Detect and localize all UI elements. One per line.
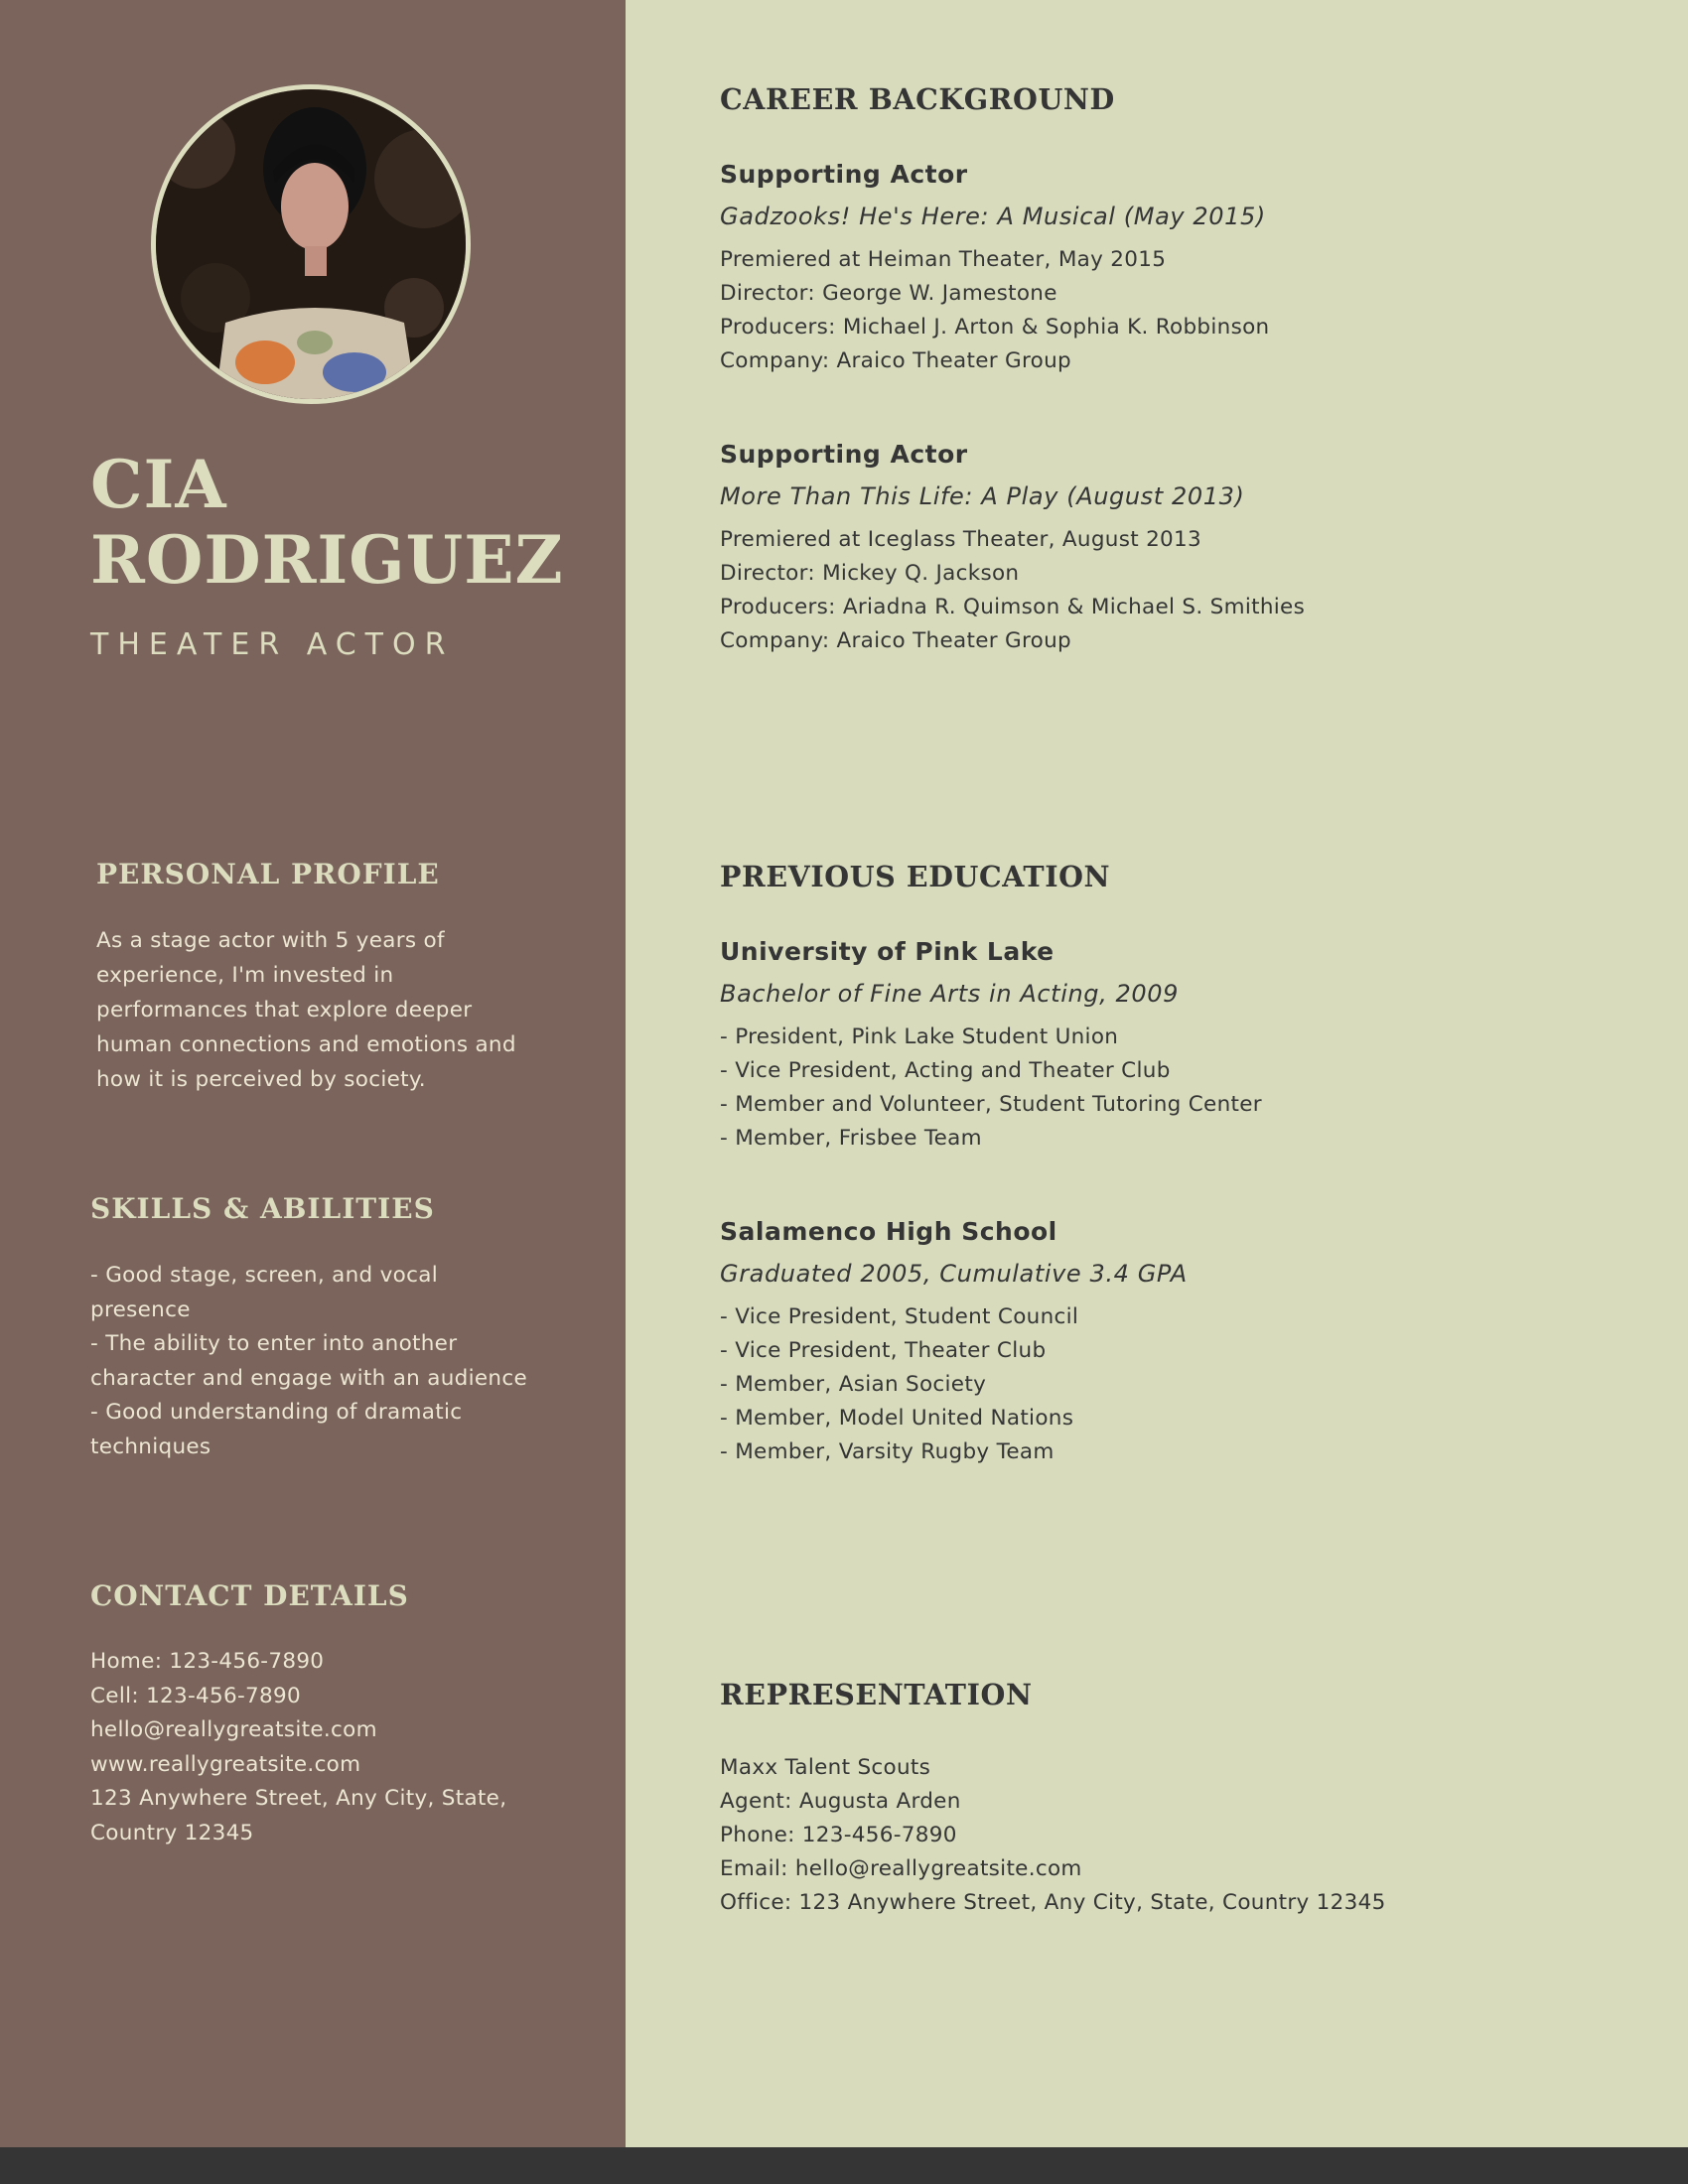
profile-photo-image bbox=[156, 89, 466, 399]
entry-title: University of Pink Lake bbox=[720, 937, 1055, 966]
contact-home-phone: Home: 123-456-7890 bbox=[90, 1649, 325, 1674]
career-entry bbox=[720, 440, 1653, 658]
entry-line: Company: Araico Theater Group bbox=[720, 628, 1071, 653]
profile-line: As a stage actor with 5 years of bbox=[96, 928, 445, 953]
entry-line: - Member, Asian Society bbox=[720, 1372, 987, 1397]
career-heading: CAREER BACKGROUND bbox=[720, 82, 1115, 116]
skills-line: character and engage with an audience bbox=[90, 1365, 527, 1391]
person-name bbox=[90, 447, 607, 598]
entry-title: Salamenco High School bbox=[720, 1217, 1057, 1246]
entry-line: - Member, Model United Nations bbox=[720, 1406, 1074, 1431]
agency-name: Maxx Talent Scouts bbox=[720, 1755, 931, 1780]
contact-details bbox=[90, 1645, 537, 1850]
agent-office: Office: 123 Anywhere Street, Any City, State, Country 12345 bbox=[720, 1890, 1386, 1915]
skills-line: presence bbox=[90, 1297, 191, 1322]
contact-heading: CONTACT DETAILS bbox=[90, 1579, 409, 1612]
contact-cell-phone: Cell: 123-456-7890 bbox=[90, 1683, 301, 1708]
contact-email: hello@reallygreatsite.com bbox=[90, 1717, 377, 1742]
entry-title: Supporting Actor bbox=[720, 160, 968, 189]
entry-details bbox=[720, 1021, 1653, 1156]
entry-line: Producers: Ariadna R. Quimson & Michael S. Smithies bbox=[720, 595, 1306, 619]
education-entry bbox=[720, 1217, 1653, 1469]
name-last: RODRIGUEZ bbox=[90, 521, 564, 599]
entry-line: - Vice President, Student Council bbox=[720, 1304, 1079, 1329]
skills-line: - The ability to enter into another bbox=[90, 1331, 458, 1356]
career-entry bbox=[720, 160, 1653, 378]
entry-details bbox=[720, 1300, 1653, 1469]
entry-details bbox=[720, 243, 1653, 378]
footer-bar bbox=[0, 2147, 1688, 2184]
entry-line: - Vice President, Acting and Theater Club bbox=[720, 1058, 1171, 1083]
entry-line: Director: George W. Jamestone bbox=[720, 281, 1057, 306]
contact-address: Country 12345 bbox=[90, 1820, 254, 1845]
person-role: THEATER ACTOR bbox=[90, 627, 455, 662]
entry-line: - Member, Varsity Rugby Team bbox=[720, 1439, 1055, 1464]
entry-line: Premiered at Heiman Theater, May 2015 bbox=[720, 247, 1167, 272]
entry-line: Company: Araico Theater Group bbox=[720, 348, 1071, 373]
skills-line: techniques bbox=[90, 1433, 211, 1459]
education-heading: PREVIOUS EDUCATION bbox=[720, 860, 1111, 893]
entry-line: - President, Pink Lake Student Union bbox=[720, 1024, 1119, 1049]
profile-heading: PERSONAL PROFILE bbox=[96, 858, 440, 890]
entry-line: Director: Mickey Q. Jackson bbox=[720, 561, 1020, 586]
name-first: CIA bbox=[90, 446, 227, 523]
entry-line: - Member and Volunteer, Student Tutoring Center bbox=[720, 1092, 1262, 1117]
agent-name: Agent: Augusta Arden bbox=[720, 1789, 961, 1814]
representation-details bbox=[720, 1751, 1653, 1920]
contact-website: www.reallygreatsite.com bbox=[90, 1751, 361, 1777]
agent-phone: Phone: 123-456-7890 bbox=[720, 1823, 957, 1847]
entry-line: Premiered at Iceglass Theater, August 2013 bbox=[720, 527, 1201, 552]
skills-heading: SKILLS & ABILITIES bbox=[90, 1192, 435, 1225]
skills-line: - Good stage, screen, and vocal bbox=[90, 1263, 438, 1288]
entry-line: - Vice President, Theater Club bbox=[720, 1338, 1047, 1363]
education-entry bbox=[720, 937, 1653, 1156]
entry-subtitle: Graduated 2005, Cumulative 3.4 GPA bbox=[720, 1260, 1188, 1288]
profile-line: human connections and emotions and bbox=[96, 1032, 516, 1057]
entry-line: - Member, Frisbee Team bbox=[720, 1126, 982, 1151]
profile-photo bbox=[151, 84, 471, 404]
sidebar bbox=[0, 0, 626, 2147]
profile-line: performances that explore deeper bbox=[96, 998, 473, 1023]
contact-address: 123 Anywhere Street, Any City, State, bbox=[90, 1786, 507, 1811]
agent-email: Email: hello@reallygreatsite.com bbox=[720, 1856, 1082, 1881]
profile-line: experience, I'm invested in bbox=[96, 963, 394, 988]
entry-subtitle: Bachelor of Fine Arts in Acting, 2009 bbox=[720, 980, 1180, 1008]
entry-subtitle: More Than This Life: A Play (August 2013) bbox=[720, 482, 1245, 510]
entry-subtitle: Gadzooks! He's Here: A Musical (May 2015) bbox=[720, 203, 1266, 230]
entry-title: Supporting Actor bbox=[720, 440, 968, 469]
profile-text bbox=[96, 923, 533, 1097]
skills-line: - Good understanding of dramatic bbox=[90, 1400, 463, 1425]
profile-line: how it is perceived by society. bbox=[96, 1067, 426, 1092]
skills-list bbox=[90, 1259, 537, 1464]
entry-line: Producers: Michael J. Arton & Sophia K. Robbinson bbox=[720, 315, 1270, 340]
entry-details bbox=[720, 523, 1653, 658]
representation-heading: REPRESENTATION bbox=[720, 1678, 1033, 1711]
